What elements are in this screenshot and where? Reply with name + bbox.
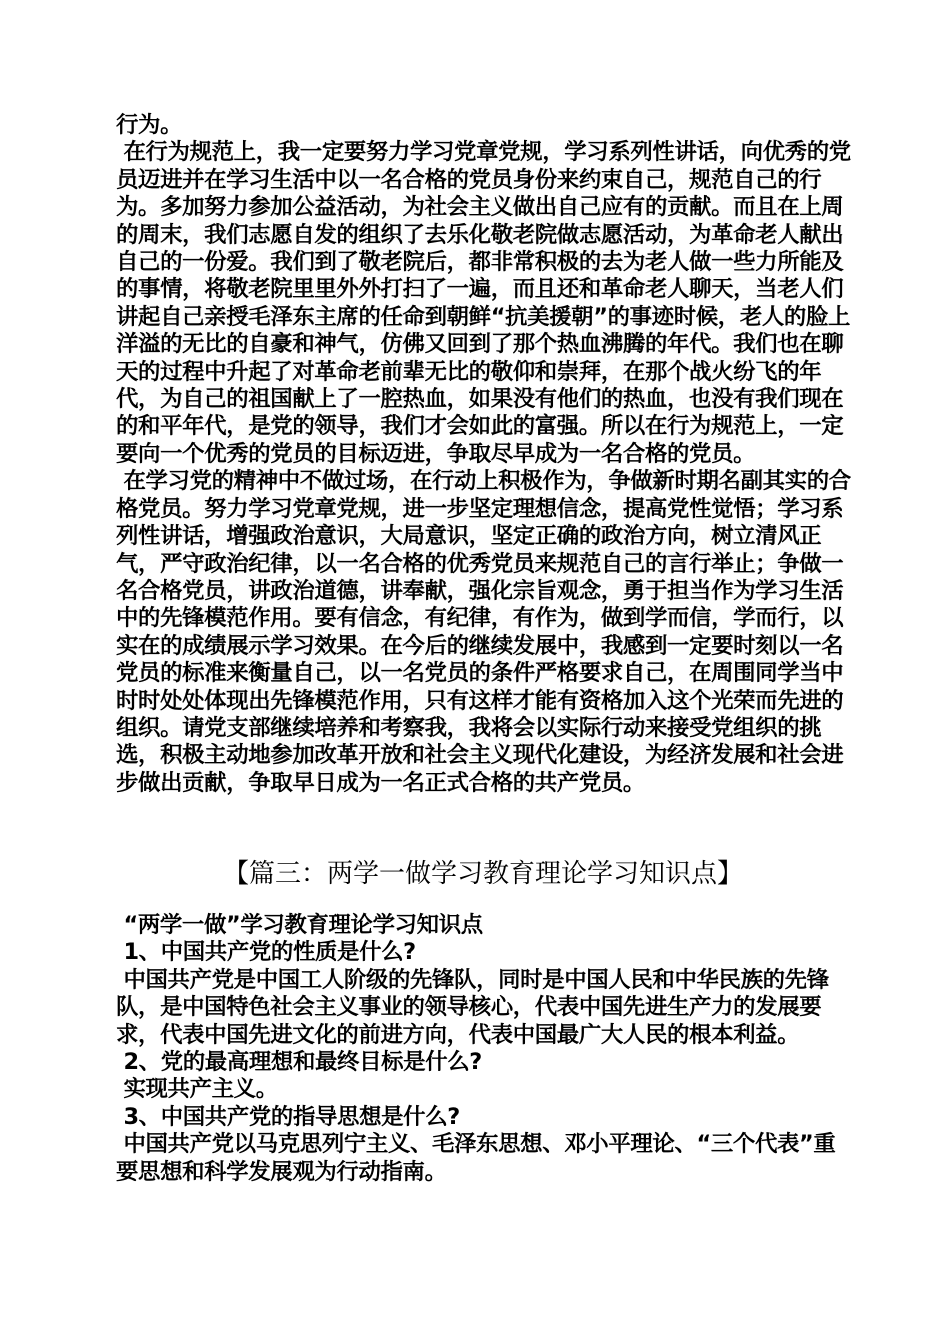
question-1: 1、中国共产党的性质是什么?: [116, 939, 416, 966]
answer-2: 实现共产主义。: [116, 1076, 278, 1103]
answer-3: 中国共产党以马克思列宁主义、毛泽东思想、邓小平理论、“三个代表”重要思想和科学发展观为行动指南。: [116, 1131, 836, 1185]
section-heading: [0, 857, 950, 891]
essay-body: [116, 112, 851, 797]
question-3: 3、中国共产党的指导思想是什么?: [116, 1103, 460, 1130]
continuation-line: 行为。: [116, 112, 183, 138]
answer-1: 中国共产党是中国工人阶级的先锋队，同时是中国人民和中华民族的先锋队，是中国特色社会主义事业的领导核心，代表中国先进生产力的发展要求，代表中国先进文化的前进方向，代表中国最广大人民的根本利益。: [116, 966, 829, 1048]
paragraph-behavior-standards: 在行为规范上，我一定要努力学习党章党规，学习系列性讲话，向优秀的党员迈进并在学习生活中以一名合格的党员身份来约束自己，规范自己的行为。多加努力参加公益活动，为社会主义做出自己应有的贡献。而且在上周的周末，我们志愿自发的组织了去乐化敬老院做志愿活动，为革命老人献出自己的一份爱。我们到了敬老院后，都非常积极的去为老人做一些力所能及的事情，将敬老院里里外外打扫了一遍，而且还和革命老人聊天，当老人们讲起自己亲授毛泽东主席的任命到朝鲜“抗美援朝”的事迹时候，老人的脸上洋溢的无比的自豪和神气，仿佛又回到了那个热血沸腾的年代。我们也在聊天的过程中升起了对革命老前辈无比的敬仰和崇拜，在那个战火纷飞的年代，为自己的祖国献上了一腔热血，如果没有他们的热血，也没有我们现在的和平年代，是党的领导，我们才会如此的富强。所以在行为规范上，一定要向一个优秀的党员的目标迈进，争取尽早成为一名合格的党员。: [116, 139, 851, 467]
knowledge-points: [116, 912, 851, 1186]
section-title: “两学一做”学习教育理论学习知识点: [116, 912, 483, 938]
question-2: 2、党的最高理想和最终目标是什么?: [116, 1049, 482, 1076]
section-heading-text: 【篇三：两学一做学习教育理论学习知识点】: [222, 859, 743, 889]
paragraph-study-spirit: 在学习党的精神中不做过场，在行动上积极作为，争做新时期名副其实的合格党员。努力学习党章党规，进一步坚定理想信念，提高党性觉悟；学习系列性讲话，增强政治意识，大局意识，坚定正确的政治方向，树立清风正气，严守政治纪律，以一名合格的优秀党员来规范自己的言行举止；争做一名合格党员，讲政治道德，讲奉献，强化宗旨观念，勇于担当作为学习生活中的先锋模范作用。要有信念，有纪律，有作为，做到学而信，学而行，以实在的成绩展示学习效果。在今后的继续发展中，我感到一定要时刻以一名党员的标准来衡量自己，以一名党员的条件严格要求自己，在周围同学当中时时处处体现出先锋模范作用，只有这样才能有资格加入这个光荣而先进的组织。请党支部继续培养和考察我，我将会以实际行动来接受党组织的挑选，积极主动地参加改革开放和社会主义现代化建设，为经济发展和社会进步做出贡献，争取早日成为一名正式合格的共产党员。: [116, 468, 851, 796]
